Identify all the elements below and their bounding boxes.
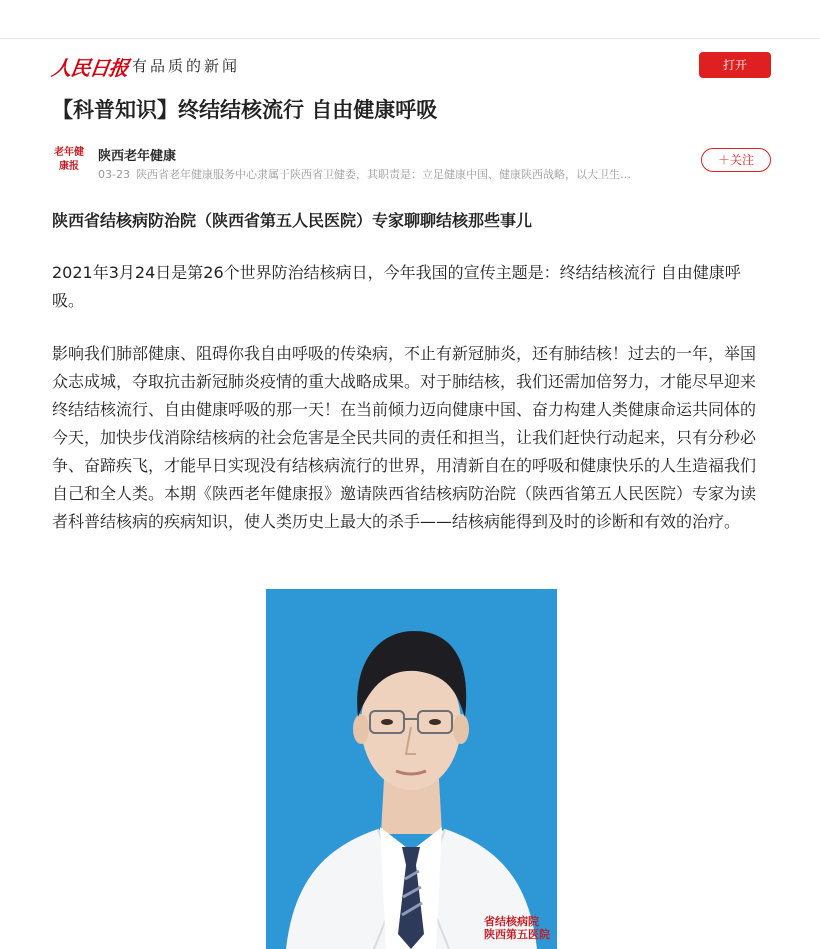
author-bar xyxy=(52,144,771,184)
article-title: 【科普知识】终结结核流行 自由健康呼吸 xyxy=(52,98,438,122)
doctor-photo xyxy=(266,589,557,949)
app-header xyxy=(52,52,771,80)
doctor-portrait-illustration xyxy=(266,589,557,949)
author-intro: 陕西省老年健康服务中心隶属于陕西省卫健委，其职责是：立足健康中国、健康陕西战略，以大卫生… xyxy=(135,168,631,181)
hospital-badge xyxy=(484,915,557,941)
paragraph-body: 影响我们肺部健康、阻碍你我自由呼吸的传染病，不止有新冠肺炎，还有肺结核！过去的一年，举国众志成城，夺取抗击新冠肺炎疫情的重大战略成果。对于肺结核，我们还需加倍努力，才能尽早迎来终结结核流行、自由健康呼吸的那一天！在当前倾力迈向健康中国、奋力构建人类健康命运共同体的今天，加快步伐消除结核病的社会危害是全民共同的责任和担当，让我们赶快行动起来，只有分秒必争、奋蹄疾飞，才能早日实现没有结核病流行的世界，用清新自在的呼吸和健康快乐的人生造福我们自己和全人类。本期《陕西老年健康报》邀请陕西省结核病防治院（陕西省第五人民医院）专家为读者科普结核病的疾病知识，使人类历史上最大的杀手——结核病能得到及时的诊断和有效的治疗。 xyxy=(52,344,757,531)
author-meta xyxy=(98,166,688,182)
author-avatar[interactable]: 老年健康报 xyxy=(54,147,84,172)
open-app-button[interactable]: 打开 xyxy=(699,52,771,78)
top-divider xyxy=(0,38,820,39)
follow-button[interactable]: ＋关注 xyxy=(701,148,771,172)
badge-line-2: 陕西第五医院 xyxy=(484,928,550,941)
peoples-daily-logo[interactable]: 人民日报 xyxy=(50,56,130,80)
article-subheading: 陕西省结核病防治院（陕西省第五人民医院）专家聊聊结核那些事儿 xyxy=(52,211,533,230)
badge-line-1: 省结核病院 xyxy=(484,915,539,928)
author-name[interactable]: 陕西老年健康 xyxy=(98,149,177,164)
header-slogan: 有品质的新闻 xyxy=(132,57,241,75)
publish-date: 03-23 xyxy=(98,168,130,181)
paragraph-intro: 2021年3月24日是第26个世界防治结核病日，今年我国的宣传主题是：终结结核流行 自由健康呼吸。 xyxy=(52,263,741,310)
